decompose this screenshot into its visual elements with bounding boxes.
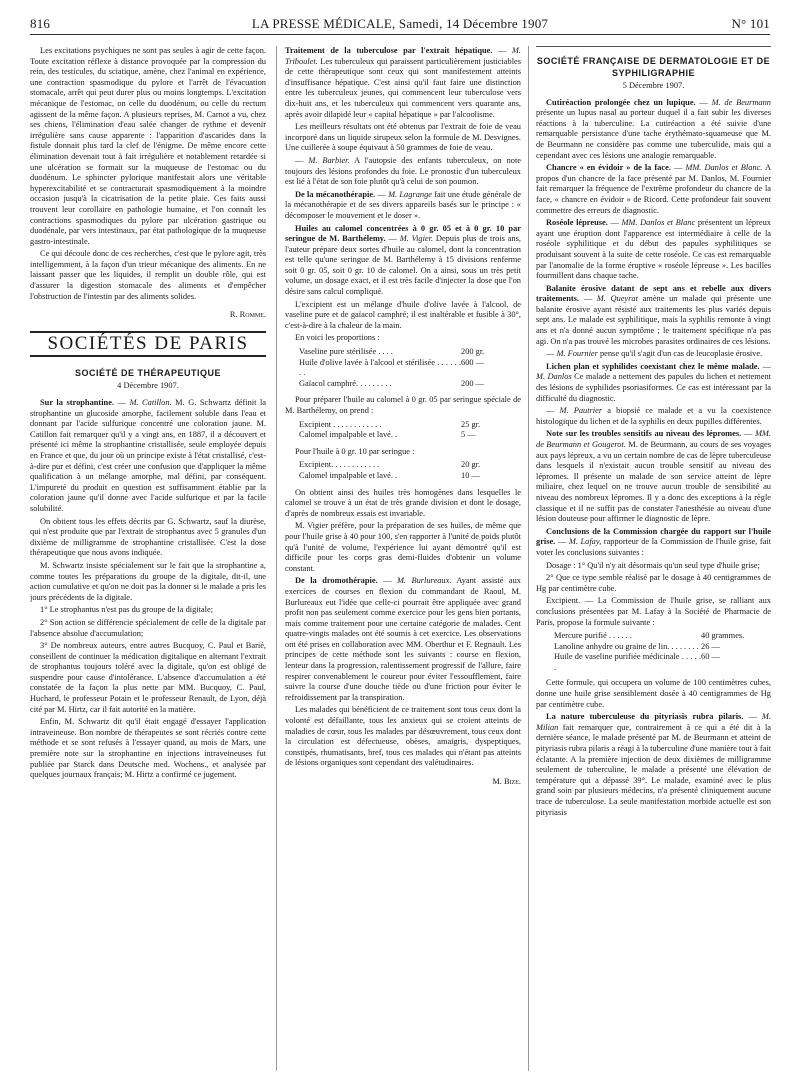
- paragraph: Excipient. — La Commission de l'huile grise, se ralliant aux conclusions présentées par M. Lafay à la Société de Pharmacie de Paris, propose la formule suivante :: [536, 596, 771, 627]
- page-header: [30, 16, 770, 36]
- article-cutireaction: Cutiréaction prolongée chez un lupique. — M. de Beurmann présente un lupus nasal au porteur duquel il a fait subir les diverses réactions à la tuberculine. La cutiréaction a été suivie d'une remarquable persistance d'une tache érythémato-squameuse que M. de Beurmann ne considère pas comme une tuberculide, mais qui a cependant avec ces lésions une analogie remarquable.: [536, 97, 771, 160]
- paragraph: Pour préparer l'huile au calomel à 0 gr. 05 par seringue spéciale de M. Barthélemy, on prend :: [285, 395, 521, 415]
- paragraph: Ce qui découle donc de ces recherches, c'est que le pylore agit, très intelligemment, à la façon d'un trieur mécanique des aliments. En ne laissant passer que les liquides, il remplit un double rôle, qui est d'assurer la digestion stomacale des aliments et d'empêcher l'obstruction de l'intestin par des aliments solides.: [30, 249, 266, 301]
- recipe-row: Huile d'olive lavée à l'alcool et stérilisée . . . . . . . . 600 —: [299, 357, 485, 378]
- recipe-proportions: [285, 347, 521, 389]
- article-roseole: Roséole lépreuse. — MM. Danlos et Blanc présentent un lépreux ayant une éruption dont l'apparence est intermédiaire à celle de la roséole syphilitique et du début des papules syphilitiques se produisant souvent à la suite de cette roséole. Ce cas est remarquable par l'anomalie de la forme éruptive « roséole lépreuse ». Les bacilles fourmillent dans chaque tache.: [536, 218, 771, 281]
- paragraph: Enfin, M. Schwartz dit qu'il était engagé d'essayer l'application intraveineuse. Bon nombre de thérapeutes se sont récriés contre cette méthode et se sont refusés à l'essayer quand, au mois de Mars, une première note sur la strophantine en injections intraveineuses fut publiée par Starck dans Deutsche med. Wochens., et analysée par quelques journaux français; M. Hirtz a confirmé ce jugement.: [30, 717, 266, 780]
- paragraph: On obtient tous les effets décrits par G. Schwartz, sauf la diurèse, qui n'est produite que par l'extrait de strophantus avec 5 granules d'un dixième de milligramme de strophantine cristallisée. C'est la dose thérapeutique que nous avons indiquée.: [30, 516, 266, 558]
- paragraph: Pour l'huile à 0 gr. 10 par seringue :: [295, 446, 415, 456]
- article-balanite: Balanite érosive datant de sept ans et rebelle aux divers traitements. — M. Queyrat amène un malade qui présente une balanite érosive ayant résisté aux traitements les plus variés depuis sept ans. Le malade est syphilitique, mais la syphilis remonte à vingt ans et n'a donné aucun symptôme ; le traitement spécifique n'a pas agi. On n'a pas trouvé les microbes parasites ordinaires de ces lésions.: [536, 283, 771, 346]
- paragraph: M. Schwartz insiste spécialement sur le fait que la strophantine a, comme toutes les préparations du groupe de la digitale, dit-il, une action cumulative et qu'on ne doit pas la donner si le malade a pris les jours précédents de la digitale.: [30, 560, 266, 602]
- column-2: [285, 46, 521, 1076]
- header-rule: [30, 34, 770, 35]
- article-chancre: Chancre « en évidoir » de la face. — MM. Danlos et Blanc. A propos d'un chancre de la face présenté par M. Danlos, M. Fournier fait remarquer la fréquence de l'extrême profondeur du chancre de la face, « chancre en évidoir » de Ricord. Cette profondeur fait souvent commettre des erreurs de diagnostic.: [536, 163, 771, 215]
- signature: R. Romme.: [229, 310, 266, 320]
- paragraph: 2° Son action se différencie spécialement de celle de la digitale par l'absence absolue d'accumulation;: [30, 617, 266, 638]
- column-divider: [528, 46, 529, 1071]
- society-date: 5 Décembre 1907.: [622, 81, 685, 90]
- section-title: SOCIÉTÉS DE PARIS: [30, 331, 266, 358]
- article-dromotherapie: De la dromothérapie. — M. Burlureaux. Ayant assisté aux exercices de courses en flexion du commandant de Raoul, M. Burlureaux eut l'idée que celle-ci pourrait être appliquée avec grand profit non pas seulement comme exercice pour les gens bien portants, mais comme traitement pour une certaine catégorie de malades. Cent quatre-vingts malades ont été soumis à cet exercice. Les observations ont été prises en collaboration avec MM. Oberthur et F. Regnault. Les principes de cette méthode sont les suivants : course en flexion, lenteur dans la progression, ralentissement progressif de l'allure, faire respirer convenablement le coureur pour éviter l'essoufflement, faire suivre la course d'une douche tiède ou d'une friction pour éviter le refroidissement par la transpiration.: [285, 576, 521, 702]
- formula-row: Lanoline anhydre ou graine de lin. . . . . . . . 26 —: [554, 641, 720, 651]
- issue-number: N° 101: [731, 16, 770, 31]
- signature: M. Bize.: [492, 777, 521, 786]
- recipe-row: Gaïacol camphré. . . . . . . . . 200 —: [299, 378, 485, 388]
- paragraph: L'excipient est un mélange d'huile d'olive lavée à l'alcool, de vaseline pure et de gaïacol camphré; il est inaltérable et fusible à 30°, c'est-à-dire à la chaleur de la main.: [285, 299, 521, 330]
- article-pityriasis: La nature tuberculeuse du pityriasis rubra pilaris. — M. Milian fait remarquer que, contrairement à ce qui a été dit à la dernière séance, le malade présenté par M. de Beurmann et atteint de pityriasis rubra pilaris a réagi à la tuberculine d'une manière tout à fait éclatante. A la première injection de deux dixièmes de milligramme seulement de tuberculine, le malade a présenté une élévation de température qui a dépassé 39°. Le malade, examiné avec le plus grand soin par plusieurs médecins, n'a présenté cliniquement aucune trace de tuberculose. La seule manifestation morbide actuelle est son pityriasis: [536, 712, 771, 817]
- formula-row: Mercure purifié . . . . . . 40 grammes.: [554, 631, 745, 641]
- article-strophantine: Sur la strophantine. — M. Catillon. M. G. Schwartz définit la strophantine un glucoside amorphe, facilement soluble dans l'eau et donnant par l'acide sulfurique concentré une coloration jaune. M. Catillon fait remarquer qu'il y a vingt ans, en 1887, il a découvert et présenté ici même la strophantine cristallisée, seule employée depuis en France et que, du jour où un principe existe à l'état cristallisé, c'est-à-dire pur et défini, c'est créer une confusion que d'appliquer la même qualification à un mélange amorphe, mal défini, par conséquent. L'impureté du produit en question est suffisamment établie par la coloration jaune qu'il donne avec l'acide sulfurique et par la facile solubilité.: [30, 398, 266, 513]
- article-lichen: Lichen plan et syphilides coexistant chez le même malade. — M. Danlos Ce malade a nettement des papules du lichen et nettement des lésions de syphilides psoriasiformes. Ce cas est intéressant par la difficulté du diagnostic.: [536, 361, 771, 403]
- article-tuberculose: Traitement de la tuberculose par l'extrait hépatique. — M. Triboulet. Les tuberculeux qui paraissent particulièrement justiciables de cette thérapeutique sont ceux qui sont manifestement atteints d'insuffisance hépatique. C'est ainsi qu'il faut faire une distinction entre les tuberculeux jeunes, qui commencent leur tuberculose vers dix-huit ans, et les tuberculeux qui commencent vers quarante ans, après avoir dilapidé leur « capital hépatique » par l'alcoolisme.: [285, 46, 521, 119]
- paragraph: — M. Fournier pense qu'il s'agit d'un cas de leucoplasie érosive.: [546, 349, 763, 359]
- recipe-row: Calomel impalpable et lavé. . 10 —: [299, 470, 480, 480]
- formula-row: Huile de vaseline purifiée médicinale . . . . . . 60 —: [554, 652, 720, 672]
- society-rule: [536, 46, 771, 51]
- society-date: 4 Décembre 1907.: [117, 381, 179, 391]
- formula-table: [536, 631, 771, 673]
- paragraph: 3° De nombreux auteurs, entre autres Bucquoy, C. Paul et Barié, conseillent de continuer la médication digitalique en alternant l'extrait de strophantus toujours toléré avec la digitale, qu'on est obligé de suspendre pour cause d'intolérance. L'absence d'accumulation a été constatée de la façon la plus nette par MM. Bucquoy, C. Paul, Huchard, le professeur Potain et le professeur Renault, de Lyon, déjà cité par M. Hirtz, car il fait autorité en la matière.: [30, 641, 266, 714]
- recipe-row: Vaseline pure stérilisée . . . . 200 gr.: [299, 347, 485, 357]
- society-heading: SOCIÉTÉ DE THÉRAPEUTIQUE: [74, 368, 221, 379]
- page-number: 816: [30, 16, 51, 31]
- paragraph: — M. Pautrier a biopsié ce malade et a vu la coexistence histologique du lichen et de la syphilis en deux pupilles différentes.: [536, 406, 771, 426]
- paragraph: En voici les proportions :: [295, 333, 380, 343]
- column-3: [536, 46, 771, 1076]
- column-divider: [276, 46, 277, 1071]
- paragraph: Les malades qui bénéficient de ce traitement sont tous ceux dont la volonté est défaillante, tous les anxieux qui se croient atteints de maladies de cœur, tous les malades par désœuvrement, tous ceux dont la circulation est défectueuse, obèses, amaigris, dyspeptiques, constipés, rhumatisants, bref, tous ces malades qui n'étant pas atteints de lésions organiques sont cependant des valétudinaires.: [285, 705, 521, 768]
- paragraph: Les excitations psychiques ne sont pas seules à agir de cette façon. Toute excitation réflexe à distance provoquée par la compression du rein, des testicules, du sciatique, amène, chez l'animal en expérience, une contraction spasmodique du pylore et l'arrêt de l'évacuation stomacale, arrêt qui peut durer plus ou moins longtemps. L'excitation mécanique de l'estomac, on celle du duodénum, ou celle du rectum agissent de la même façon. A plusieurs reprises, M. Carnot a vu, chez ses chiens, l'élimination d'eau salée changer de rythme et devenir irrégulière sans cause apparente : l'apparition d'ascarides dans la fistule donnait plus tard la clef de l'énigme. De même encore cette élimination devenait tout à fait irrégulière et notablement retardée si une ulcération se formait sur la muqueuse de l'estomac ou du duodénum. Le sphincter pylorique manifestait alors une véritable hyperexcitabilité et se contracturait spasmodiquement à la moindre occasion jusqu'à la cicatrisation de la petite plaie. Ces faits aussi trouvent leur corollaire en pathologie humaine, et l'on connaît les contractions spasmodiques du pylore par ulcération gastrique ou duodénale, par vers intestinaux, par état pathologique de la muqueuse gastro-intestinale.: [30, 46, 266, 246]
- paragraph: — M. Barbier. A l'autopsie des enfants tuberculeux, on note toujours des lésions profondes du foie. Le pronostic d'un tuberculeux est lié à l'état de son foie plutôt qu'à celui de son poumon.: [285, 155, 521, 187]
- article-mecanotherapie: De la mécanothérapie. — M. Lagrange fait une étude générale de la mécanothérapie et de ses divers appareils basés sur le principe : « décomposer le mouvement et le doser ».: [285, 189, 521, 220]
- article-lepromes: Note sur les troubles sensitifs au niveau des lépromes. — MM. de Beurmann et Gougerot. M. de Beurmann, au cours de ses voyages aux pays lépreux, a vu un certain nombre de cas de lèpre tuberculeuse dans lesquels il n'existait aucun trouble sensitif au niveau des lépromes. Il présente un malade de son service atteint de lèpre miliaire, chez lequel on ne trouve aucun trouble de sensibilité au niveau des nombreux lépromes. Il y a donc des exceptions à la règle classique et il ne suffit pas de constater l'anesthésie au niveau d'une lésion douteuse pour affirmer le diagnostic de lèpre.: [536, 429, 771, 524]
- paragraph: 2° Que ce type semble réalisé par le dosage à 40 centigrammes de Hg par centimètre cube.: [536, 573, 771, 593]
- column-1: [30, 46, 266, 1076]
- article-calomel: Huiles au calomel concentrées à 0 gr. 05 et à 0 gr. 10 par seringue de M. Barthélemy. — M. Vigier. Depuis plus de trois ans, l'auteur prépare deux sortes d'huile au calomel, dont la concentration est telle qu'une seringue de M. Barthélemy à 15 divisions renferme soit 0 gr. 05, soit 0 gr. 10 de calomel. On a ainsi, sous un très petit volume, un dosage exact, et il est très facile d'injecter la dose que l'on désire sans calcul compliqué.: [285, 223, 521, 297]
- recipe-row: Excipient . . . . . . . . . . . . 25 gr.: [299, 419, 481, 429]
- society-heading: SOCIÉTÉ FRANÇAISE DE DERMATOLOGIE ET DE SYPHILIGRAPHIE: [536, 56, 771, 78]
- paragraph: On obtient ainsi des huiles très homogènes dans lesquelles le calomel se trouve à un état de très grande division et dont le dosage, d'après de nombreux essais est invariable.: [285, 487, 521, 518]
- recipe-prep1: [285, 420, 521, 441]
- article-huile-grise: Conclusions de la Commission chargée du rapport sur l'huile grise. — M. Lafay, rapporteur de la Commission de l'huile grise, fait voter les conclusions suivantes :: [536, 526, 771, 557]
- paragraph: Cette formule, qui occupera un volume de 100 centimètres cubes, donne une huile grise sensiblement dosée à 40 centigrammes de Hg par centimètre cube.: [536, 678, 771, 709]
- recipe-row: Calomel impalpable et lavé. . 5 —: [299, 430, 476, 440]
- paragraph: Les meilleurs résultats ont été obtenus par l'extrait de foie de veau incorporé dans un liquide sirupeux selon la formule de M. Desvignes. Une cuillerée à soupe équivaut à 50 grammes de foie de veau.: [285, 122, 521, 153]
- recipe-prep2: [285, 460, 521, 481]
- recipe-row: Excipient. . . . . . . . . . . . 20 gr.: [299, 460, 481, 470]
- paragraph: Dosage : 1° Qu'il n'y ait désormais qu'un seul type d'huile grise;: [546, 560, 760, 570]
- journal-title: LA PRESSE MÉDICALE, Samedi, 14 Décembre 1907: [251, 16, 549, 31]
- paragraph: 1° Le strophantus n'est pas du groupe de la digitale;: [40, 605, 214, 615]
- paragraph: M. Vigier préfère, pour la préparation de ses huiles, de même que pour l'huile grise à 40 pour 100, s'en rapporter à l'unité de poids plutôt qu'à l'unité de volume, l'expérience lui ayant démontré qu'il est difficile pour les corps gras demi-fluides d'obtenir un volume constant.: [285, 521, 521, 573]
